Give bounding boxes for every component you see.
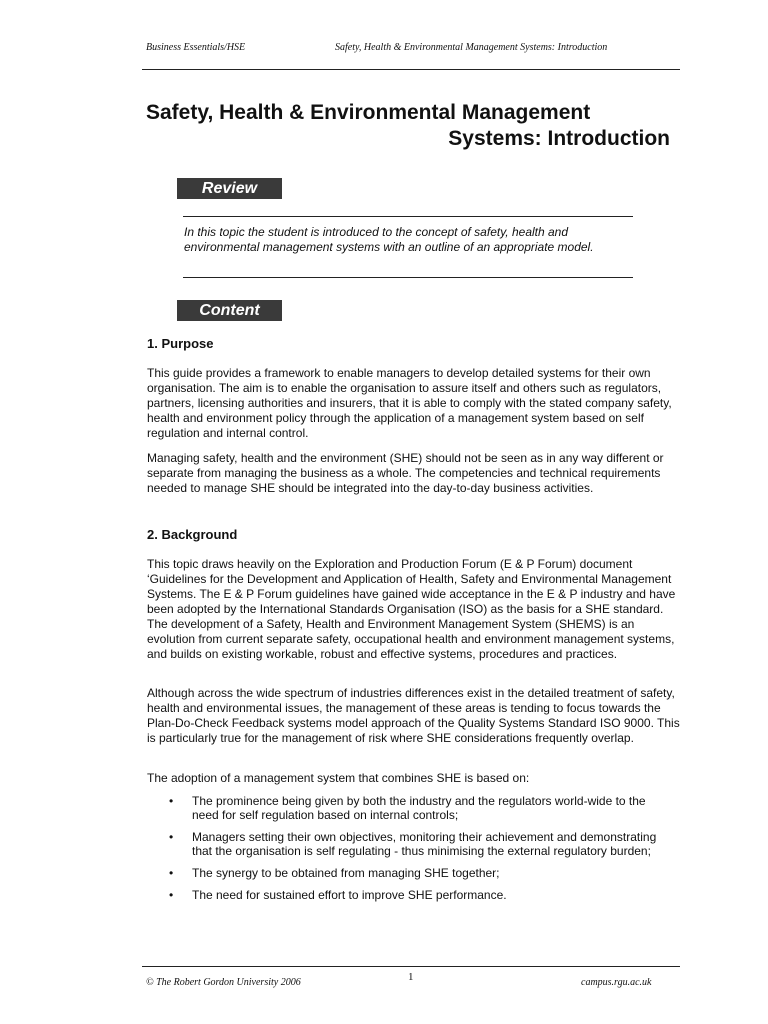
footer-site: campus.rgu.ac.uk (581, 977, 652, 988)
list-item-text: The synergy to be obtained from managing SHE together; (192, 866, 500, 880)
bullet-icon: • (169, 888, 174, 902)
list-item (167, 888, 667, 902)
section-heading-purpose: 1. Purpose (147, 336, 214, 351)
review-label: Review (177, 178, 282, 199)
section-heading-background: 2. Background (147, 527, 238, 542)
content-label: Content (177, 300, 282, 321)
footer-copyright: © The Robert Gordon University 2006 (146, 977, 301, 988)
background-paragraph-2: Although across the wide spectrum of industries differences exist in the detailed treatment of safety, health and environmental issues, the management of these areas is tending to focus towards the Plan-Do-Check Feedback systems model approach of the Quality Systems Standard ISO 9000. This is particularly true for the management of risk where SHE considerations frequently overlap. (147, 686, 680, 745)
review-bottom-rule (183, 277, 633, 278)
list-item (167, 794, 667, 822)
list-item (167, 866, 667, 880)
background-paragraph-1: This topic draws heavily on the Exploration and Production Forum (E & P Forum) document ‘Guidelines for the Development and Application of Health, Safety and Environmental Management Systems. The E & P Forum guidelines have gained wide acceptance in the E & P industry and have been adopted by the International Standards Organisation (ISO) as the basis for a SHE standard. The development of a Safety, Health and Environment Management System (SHEMS) is an evolution from current separate safety, occupational health and environment management systems, and builds on existing workable, robust and effective systems, procedures and practices. (147, 557, 676, 661)
purpose-paragraph-1: This guide provides a framework to enable managers to develop detailed systems for their own organisation. The aim is to enable the organisation to assure itself and others such as regulators, partners, licensing authorities and insurers, that it is able to comply with the stated company safety, health and environment policy through the application of a management system based on self regulation and internal control. (147, 366, 672, 440)
list-item-text: The prominence being given by both the industry and the regulators world-wide to the need for self regulation based on internal controls; (192, 794, 646, 822)
bullet-icon: • (169, 830, 174, 844)
purpose-paragraph-2: Managing safety, health and the environment (SHE) should not be seen as in any way different or separate from managing the business as a whole. The competencies and technical requirements needed to manage SHE should be integrated into the day-to-day business activities. (147, 451, 664, 495)
list-item-text: Managers setting their own objectives, monitoring their achievement and demonstrating that the organisation is self regulating - thus minimising the external regulatory burden; (192, 830, 657, 858)
title-line-1: Safety, Health & Environmental Management (146, 101, 591, 124)
background-paragraph-3: The adoption of a management system that combines SHE is based on: (147, 771, 530, 785)
bullet-icon: • (169, 866, 174, 880)
bullet-icon: • (169, 794, 174, 808)
review-top-rule (183, 216, 633, 217)
title-line-2: Systems: Introduction (448, 127, 670, 150)
header-left: Business Essentials/HSE (146, 42, 246, 53)
header-right: Safety, Health & Environmental Management Systems: Introduction (335, 42, 608, 53)
page-number: 1 (408, 971, 414, 983)
footer-rule (142, 966, 680, 967)
bullet-list (167, 794, 667, 910)
list-item-text: The need for sustained effort to improve SHE performance. (192, 888, 507, 902)
review-text: In this topic the student is introduced to the concept of safety, health and environmental management systems with an outline of an appropriate model. (184, 225, 594, 254)
page-title (146, 100, 670, 152)
header-rule (142, 69, 680, 70)
list-item (167, 830, 667, 858)
